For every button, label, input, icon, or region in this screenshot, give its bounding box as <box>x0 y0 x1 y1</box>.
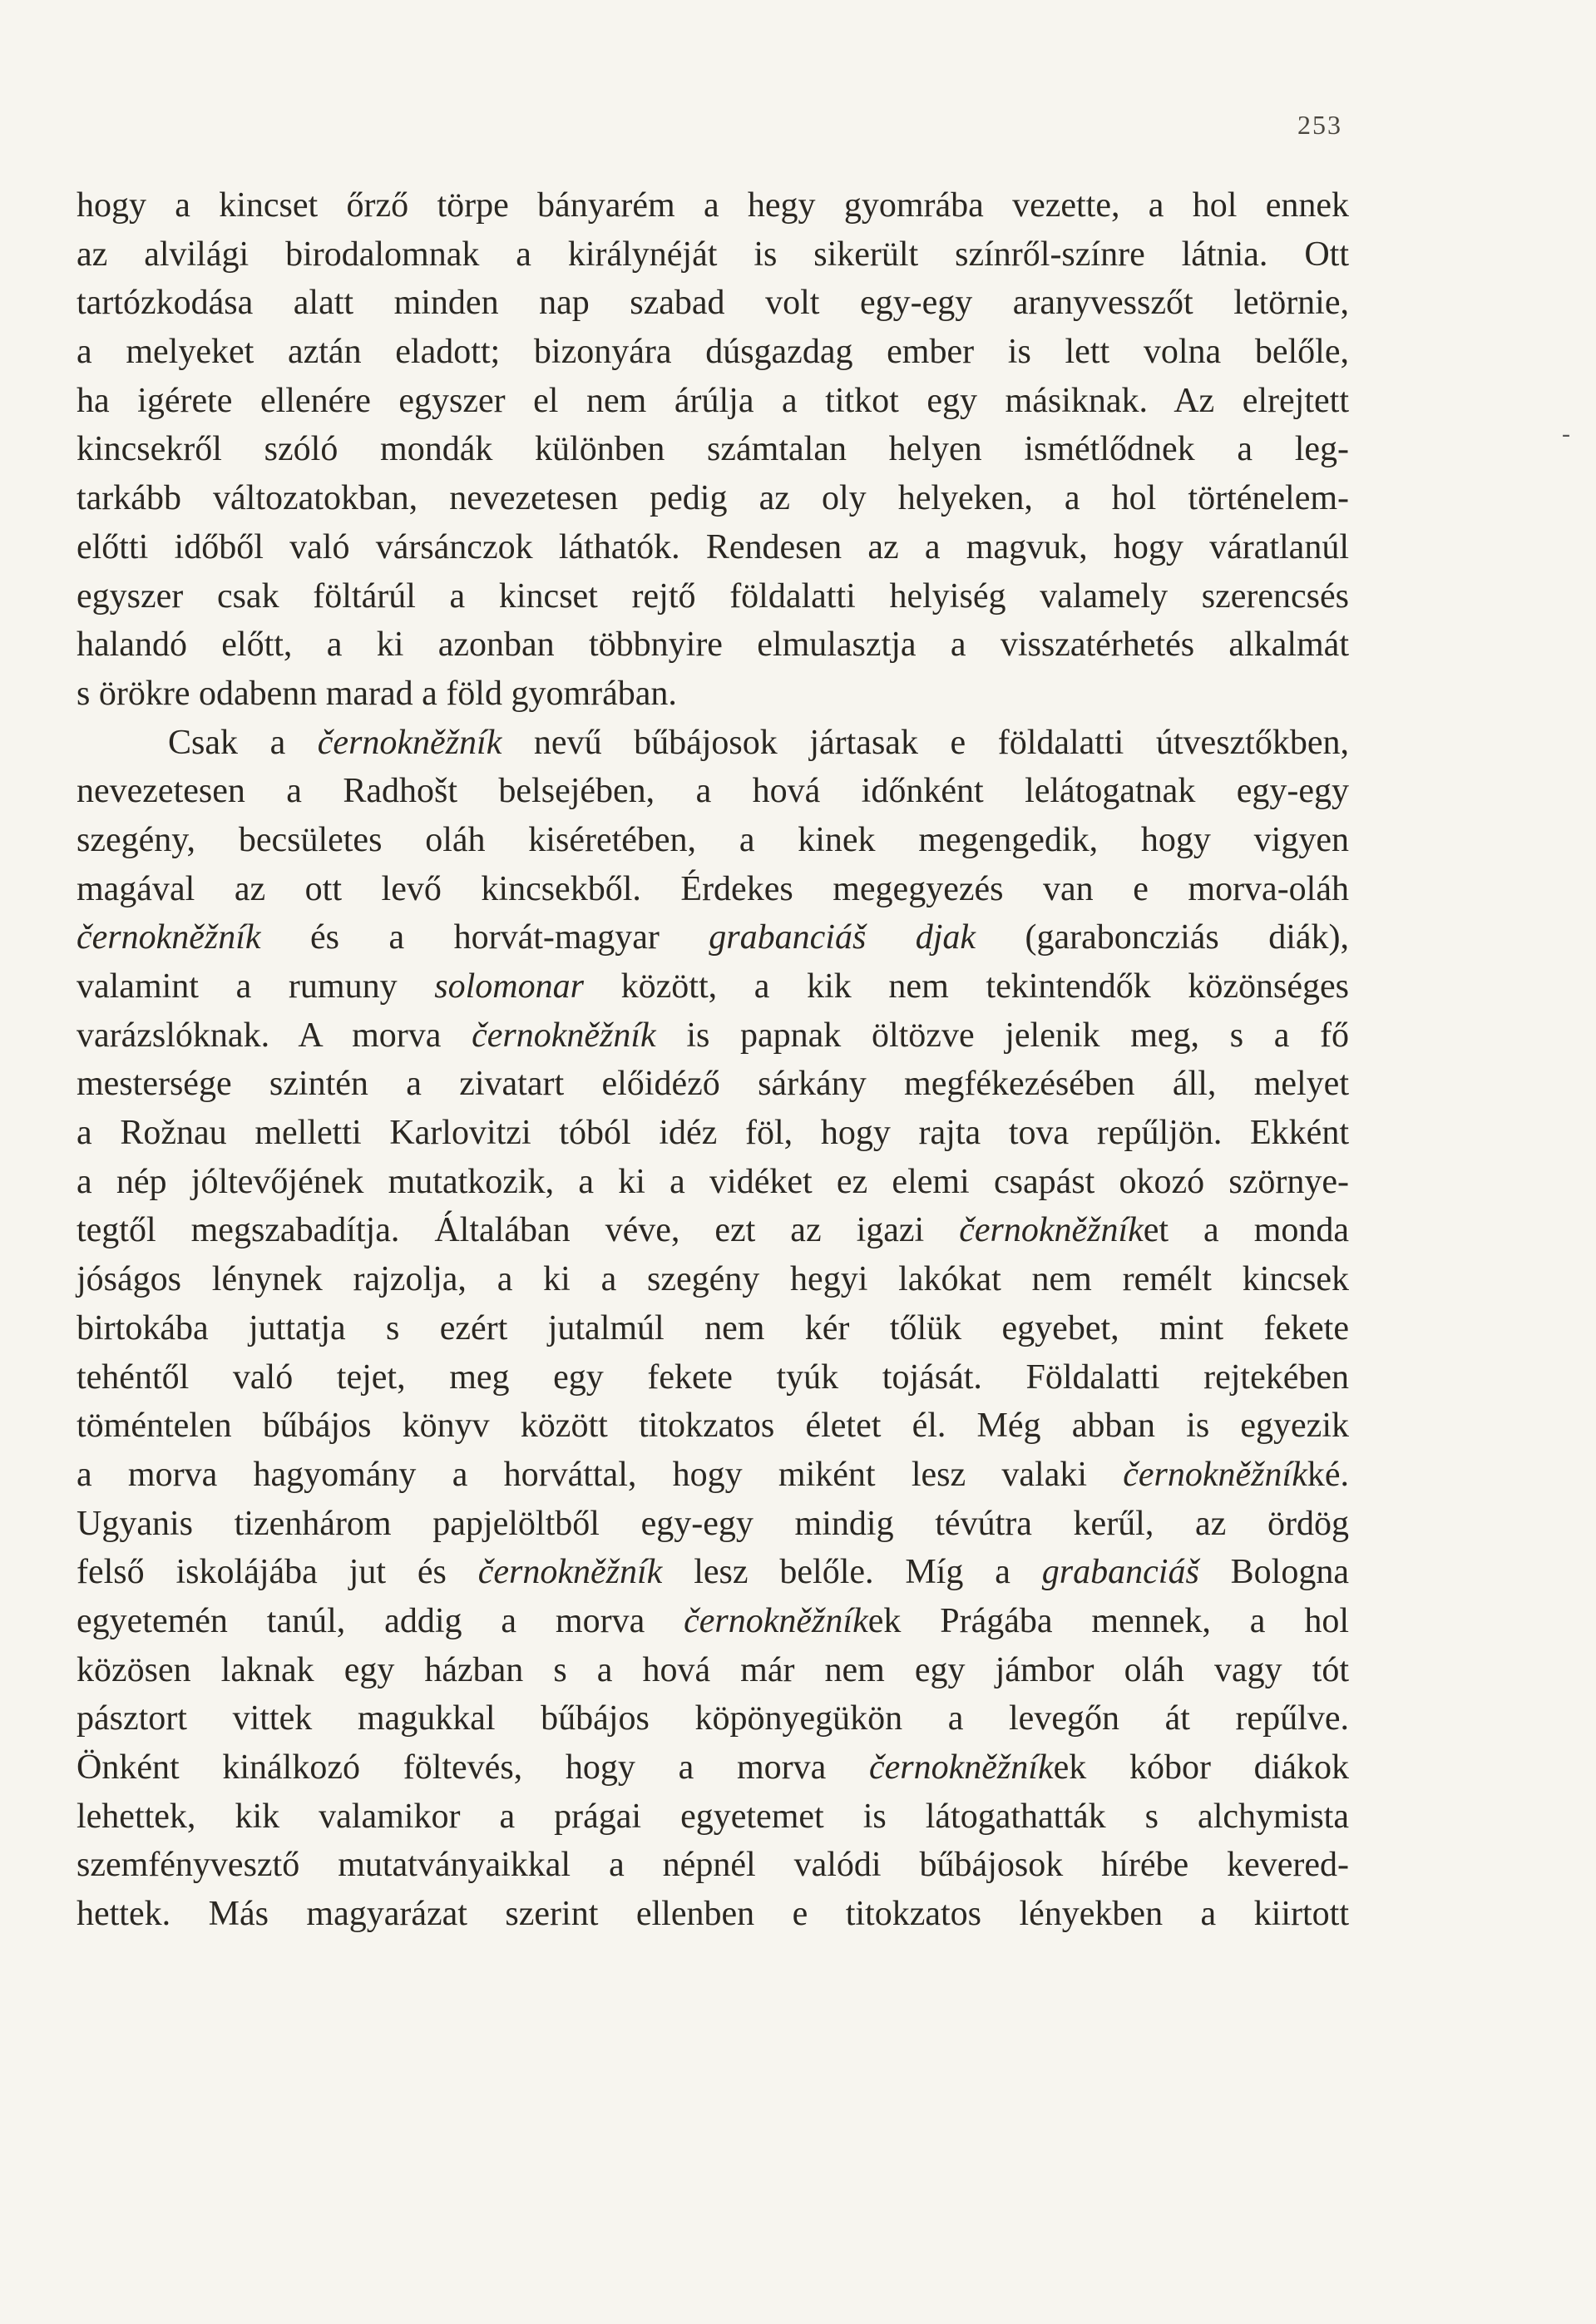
italic-term: černokněžník <box>317 723 502 762</box>
text-segment: is papnak öltözve jelenik meg, s a fő <box>655 1016 1349 1055</box>
text-segment: ek kóbor diákok <box>1053 1748 1349 1787</box>
text-segment: töméntelen bűbájos könyv között titokzatos életet él. Még abban is egyezik <box>77 1407 1349 1446</box>
text-segment: et a monda <box>1143 1211 1350 1250</box>
text-segment: előtti időből való vársánczok láthatók. Rendesen az a magvuk, hogy váratlanúl <box>77 527 1349 566</box>
text-line <box>77 1011 1349 1061</box>
text-line <box>77 1597 1349 1646</box>
text-segment: a melyeket aztán eladott; bizonyára dúsgazdag ember is lett volna belőle, <box>77 333 1349 372</box>
text-segment: tarkább változatokban, nevezetesen pedig az oly helyeken, a hol történelem- <box>77 479 1349 518</box>
text-segment: közösen laknak egy házban s a hová már nem egy jámbor oláh vagy tót <box>77 1650 1349 1689</box>
text-line <box>77 767 1349 816</box>
text-segment: ké. <box>1307 1455 1349 1494</box>
text-segment: ek Prágába mennek, a hol <box>867 1601 1349 1640</box>
text-line <box>77 1500 1349 1549</box>
text-segment: valamint a rumuny <box>77 967 435 1006</box>
margin-mark: - <box>1562 420 1570 447</box>
italic-term: grabanciáš djak <box>709 918 976 957</box>
text-segment: nevezetesen a Radhošt belsejében, a hová időnként lelátogatnak egy-egy <box>77 772 1349 811</box>
text-line <box>77 1060 1349 1109</box>
text-line <box>77 425 1349 474</box>
text-segment: tartózkodása alatt minden nap szabad volt egy-egy aranyvesszőt letörnie, <box>77 284 1349 323</box>
italic-term: černokněžník <box>684 1601 868 1640</box>
text-segment: és a horvát-magyar <box>260 918 709 957</box>
page-number: 253 <box>1297 110 1342 140</box>
italic-term: černokněžník <box>77 918 261 957</box>
text-line <box>77 474 1349 523</box>
italic-term: solomonar <box>434 967 584 1006</box>
text-segment: s örökre odabenn marad a föld gyomrában. <box>77 674 677 713</box>
text-segment: (garaboncziás diák), <box>976 918 1349 957</box>
text-segment: ha igérete ellenére egyszer el nem árúlja a titkot egy másiknak. Az elrejtett <box>77 381 1349 420</box>
text-line <box>77 865 1349 914</box>
text-segment: tegtől megszabadítja. Általában véve, ezt az igazi <box>77 1211 960 1250</box>
text-segment: tehéntől való tejet, meg egy fekete tyúk tojását. Földalatti rejtekében <box>77 1357 1349 1397</box>
text-line <box>77 377 1349 426</box>
italic-term: černokněžník <box>959 1211 1144 1250</box>
text-line <box>77 670 1349 719</box>
text-line <box>77 1792 1349 1842</box>
text-line <box>77 1304 1349 1353</box>
body-text <box>77 181 1349 1939</box>
text-segment: varázslóknak. A morva <box>77 1016 472 1055</box>
text-segment: Ugyanis tizenhárom papjelöltből egy-egy mindig tévútra kerűl, az ördög <box>77 1504 1349 1543</box>
text-segment: hogy a kincset őrző törpe bányarém a hegy gyomrába vezette, a hol ennek <box>77 186 1349 225</box>
text-segment: magával az ott levő kincsekből. Érdekes megegyezés van e morva-oláh <box>77 869 1349 908</box>
text-line <box>77 1890 1349 1939</box>
text-line <box>77 621 1349 670</box>
text-segment: szemfényvesztő mutatványaikkal a népnél valódi bűbájosok hírébe kevered- <box>77 1846 1349 1885</box>
text-line <box>77 1694 1349 1743</box>
text-segment: Csak a <box>168 723 318 762</box>
text-line <box>77 230 1349 279</box>
italic-term: černokněžník <box>477 1553 663 1592</box>
text-segment: halandó előtt, a ki azonban többnyire elmulasztja a visszatérhetés alkalmát <box>77 626 1349 665</box>
text-segment: Önként kinálkozó föltevés, hogy a morva <box>77 1748 870 1787</box>
text-line <box>77 1646 1349 1695</box>
text-line <box>77 181 1349 230</box>
text-line <box>77 1255 1349 1304</box>
text-segment: a morva hagyomány a horváttal, hogy miként lesz valaki <box>77 1455 1124 1494</box>
text-segment: birtokába juttatja s ezért jutalmúl nem kér tőlük egyebet, mint fekete <box>77 1308 1349 1347</box>
text-segment: lesz belőle. Míg a <box>662 1553 1042 1592</box>
text-line <box>77 1353 1349 1402</box>
italic-term: černokněžník <box>869 1748 1054 1787</box>
text-segment: szegény, becsületes oláh kiséretében, a kinek megengedik, hogy vigyen <box>77 820 1349 859</box>
text-line <box>77 913 1349 962</box>
text-segment: nevű bűbájosok jártasak e földalatti útvesztőkben, <box>502 723 1349 762</box>
text-line <box>77 328 1349 377</box>
text-segment: hettek. Más magyarázat szerint ellenben e titokzatos lényekben a kiirtott <box>77 1895 1349 1934</box>
text-line <box>77 816 1349 865</box>
text-line <box>77 1548 1349 1597</box>
text-line <box>77 572 1349 621</box>
text-line <box>77 1743 1349 1792</box>
text-segment: pásztort vittek magukkal bűbájos köpönyegükön a levegőn át repűlve. <box>77 1699 1349 1738</box>
text-segment: az alvilági birodalomnak a királynéját is sikerült színről-színre látnia. Ott <box>77 235 1349 274</box>
text-segment: a Rožnau melletti Karlovitzi tóból idéz föl, hogy rajta tova repűljön. Ekként <box>77 1114 1349 1153</box>
text-line <box>77 1402 1349 1451</box>
text-segment: egyszer csak föltárúl a kincset rejtő földalatti helyiség valamely szerencsés <box>77 576 1349 616</box>
text-line <box>77 279 1349 328</box>
text-segment: lehettek, kik valamikor a prágai egyetemet is látogathatták s alchymista <box>77 1797 1349 1836</box>
italic-term: grabanciáš <box>1041 1553 1199 1592</box>
text-line <box>77 1158 1349 1207</box>
text-line <box>77 1206 1349 1255</box>
text-segment: a nép jóltevőjének mutatkozik, a ki a vidéket ez elemi csapást okozó szörnye- <box>77 1162 1349 1201</box>
text-line <box>77 1109 1349 1158</box>
text-line <box>77 719 1349 768</box>
italic-term: černokněžník <box>472 1016 656 1055</box>
text-segment: kincsekről szóló mondák különben számtalan helyen ismétlődnek a leg- <box>77 430 1349 469</box>
text-segment: egyetemén tanúl, addig a morva <box>77 1601 684 1640</box>
text-line <box>77 962 1349 1011</box>
text-line <box>77 1451 1349 1500</box>
text-line <box>77 523 1349 572</box>
text-segment: jóságos lénynek rajzolja, a ki a szegény hegyi lakókat nem remélt kincsek <box>77 1260 1349 1299</box>
text-segment: felső iskolájába jut és <box>77 1553 478 1592</box>
text-segment: között, a kik nem tekintendők közönséges <box>583 967 1349 1006</box>
text-segment: mestersége szintén a zivatart előidéző sárkány megfékezésében áll, melyet <box>77 1065 1349 1104</box>
italic-term: černokněžník <box>1123 1455 1307 1494</box>
text-line <box>77 1841 1349 1890</box>
text-segment: Bologna <box>1198 1553 1349 1592</box>
